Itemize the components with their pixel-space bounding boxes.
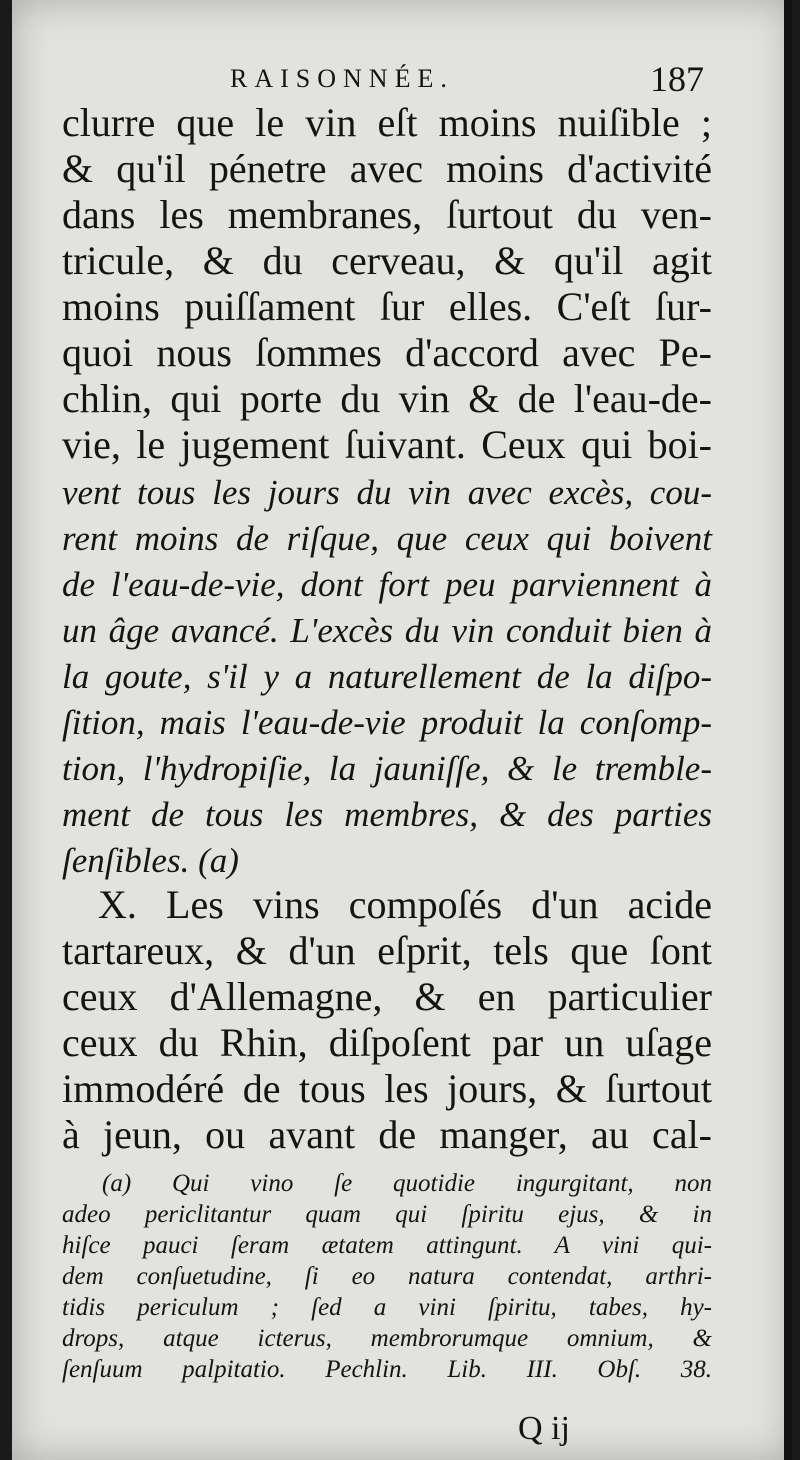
- paragraph-line: immodéré de tous les jours, & ſurtout: [62, 1066, 712, 1111]
- body-line: chlin, qui porte du vin & de l'eau-de-: [62, 376, 712, 421]
- footnote-line: drops, atque icterus, membrorumque omnium, &: [62, 1325, 712, 1352]
- quote-line: vent tous les jours du vin avec excès, cou-: [62, 473, 712, 512]
- quote-line: de l'eau-de-vie, dont fort peu parviennent à: [62, 565, 712, 604]
- body-line: moins puiſſament ſur elles. C'eſt ſur-: [62, 284, 712, 329]
- footnote-line: adeo periclitantur quam qui ſpiritu ejus, & in: [62, 1201, 712, 1228]
- footnote-line: dem conſuetudine, ſi eo natura contendat, arthri-: [62, 1263, 712, 1290]
- quote-line: ſition, mais l'eau-de-vie produit la conſomp-: [62, 703, 712, 742]
- body-line: tricule, & du cerveau, & qu'il agit: [62, 238, 712, 283]
- paragraph-line: tartareux, & d'un eſprit, tels que ſont: [62, 928, 712, 973]
- paragraph-line: ceux d'Allemagne, & en particulier: [62, 974, 712, 1019]
- body-line: & qu'il pénetre avec moins d'activité: [62, 146, 712, 191]
- paragraph-line: à jeun, ou avant de manger, au cal-: [62, 1112, 712, 1157]
- quote-line: ſenſibles. (a): [62, 841, 239, 880]
- book-page: [12, 0, 792, 1460]
- footnote-line: hiſce pauci ſeram ætatem attingunt. A vini qui-: [62, 1232, 712, 1259]
- page-header: [62, 58, 712, 102]
- body-line: quoi nous ſommes d'accord avec Pe-: [62, 330, 712, 375]
- body-line: clurre que le vin eſt moins nuiſible ;: [62, 100, 712, 145]
- quote-line: rent moins de riſque, que ceux qui boivent: [62, 519, 712, 558]
- page-number: 187: [650, 59, 704, 99]
- body-line: dans les membranes, ſurtout du ven-: [62, 192, 712, 237]
- body-line: vie, le jugement ſuivant. Ceux qui boi-: [62, 422, 712, 467]
- paragraph-line: ceux du Rhin, diſpoſent par un uſage: [62, 1020, 712, 1065]
- running-head: RAISONNÉE.: [230, 64, 454, 93]
- quote-line: la goute, s'il y a naturellement de la diſpo-: [62, 657, 712, 696]
- footnote-line: (a) Qui vino ſe quotidie ingurgitant, non: [102, 1170, 712, 1197]
- quote-line: tion, l'hydropiſie, la jauniſſe, & le tremble-: [62, 749, 712, 788]
- quote-line: un âge avancé. L'excès du vin conduit bien à: [62, 611, 712, 650]
- footnote-line: tidis periculum ; ſed a vini ſpiritu, tabes, hy-: [62, 1294, 712, 1321]
- footnote-line: ſenſuum palpitatio. Pechlin. Lib. III. Obſ. 38.: [62, 1356, 712, 1383]
- quote-line: ment de tous les membres, & des parties: [62, 795, 712, 834]
- page-edge-shadow: [784, 0, 792, 1460]
- signature-mark: Q ij: [518, 1410, 570, 1447]
- paragraph-line: X. Les vins compoſés d'un acide: [98, 882, 712, 927]
